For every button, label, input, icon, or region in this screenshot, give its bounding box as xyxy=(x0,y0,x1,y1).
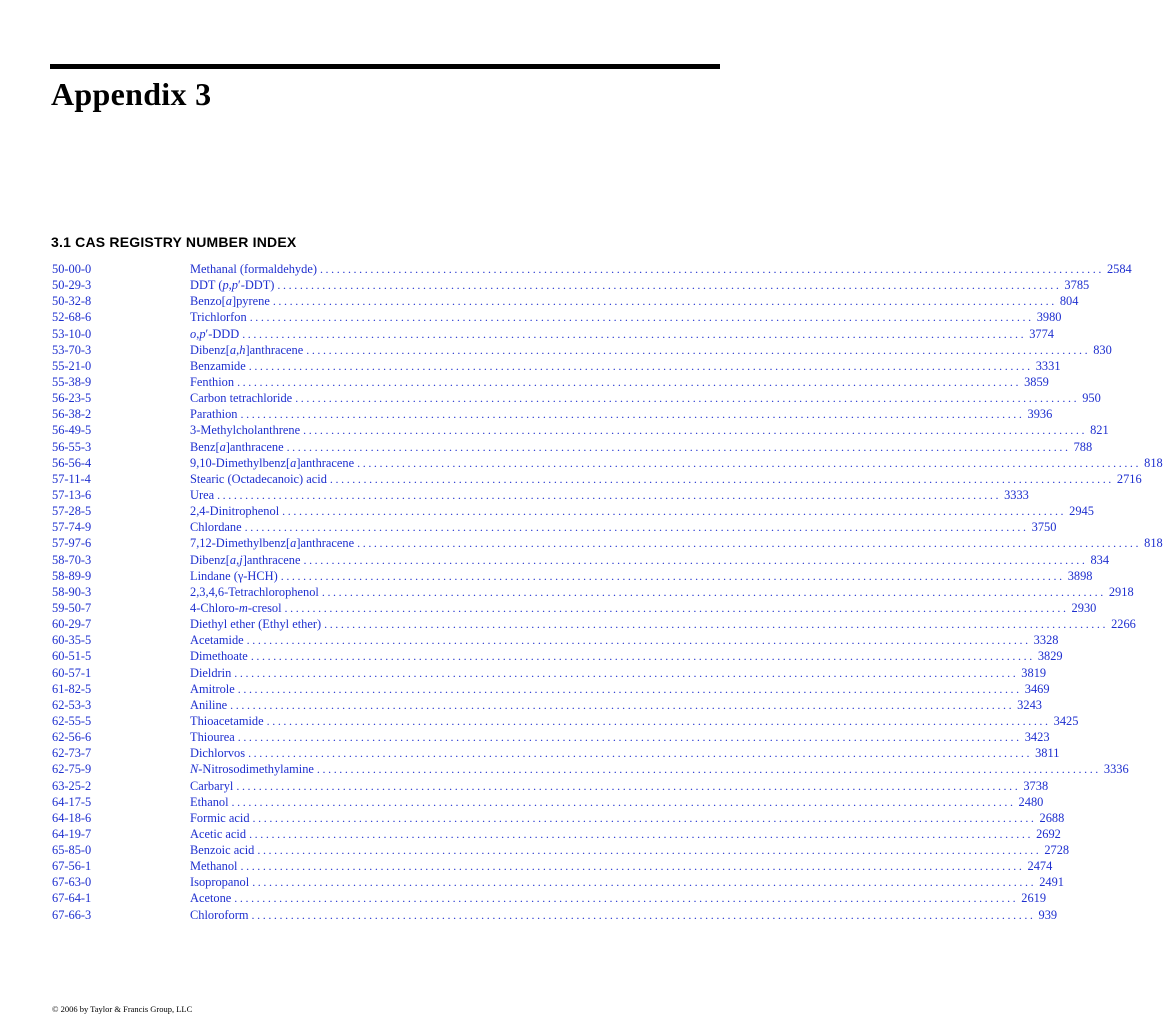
index-entry[interactable] xyxy=(52,761,1129,777)
index-entry[interactable] xyxy=(52,568,1093,584)
cas-number-link[interactable]: 50-32-8 xyxy=(52,294,92,309)
chemical-name-link[interactable]: Isopropanol xyxy=(190,875,250,890)
cas-number-link[interactable]: 62-56-6 xyxy=(52,730,92,745)
chemical-name-link[interactable]: Urea xyxy=(190,487,215,502)
page-number-link[interactable]: 3336 xyxy=(1103,762,1129,777)
page-number-link[interactable]: 830 xyxy=(1093,342,1112,357)
cas-number-link[interactable]: 60-35-5 xyxy=(52,633,92,648)
leader-dots: ............................................................................................................................................ xyxy=(306,342,1091,357)
cas-number-link[interactable]: 58-90-3 xyxy=(52,584,92,599)
page-number-link[interactable]: 821 xyxy=(1090,423,1109,438)
leader-dots: ............................................................................................................................................ xyxy=(282,504,1067,519)
leader-dots: ............................................................................................................................................ xyxy=(231,794,1016,809)
chemical-name-link[interactable]: DDT (p,p′-DDT) xyxy=(190,278,275,293)
leader-dots: ............................................................................................................................................ xyxy=(303,423,1088,438)
index-entry[interactable] xyxy=(52,342,1112,358)
leader-dots: ............................................................................................................................................ xyxy=(242,326,1027,341)
cas-number-link[interactable]: 65-85-0 xyxy=(52,843,92,858)
page-number-link[interactable]: 2480 xyxy=(1018,794,1044,809)
index-entry[interactable] xyxy=(52,713,1079,729)
leader-dots: ............................................................................................................................................ xyxy=(329,471,1114,486)
index-entry[interactable] xyxy=(52,309,1062,325)
page-number-link[interactable]: 3829 xyxy=(1037,649,1063,664)
leader-dots: ............................................................................................................................................ xyxy=(240,407,1025,422)
cas-number-link[interactable]: 55-21-0 xyxy=(52,358,92,373)
cas-number-link[interactable]: 62-53-3 xyxy=(52,697,92,712)
cas-number-link[interactable]: 59-50-7 xyxy=(52,600,92,615)
page-number-link[interactable]: 3750 xyxy=(1031,520,1057,535)
leader-dots: ............................................................................................................................................ xyxy=(251,907,1036,922)
index-entry[interactable] xyxy=(52,358,1061,374)
page-number-link[interactable]: 2619 xyxy=(1021,891,1047,906)
leader-dots: ............................................................................................................................................ xyxy=(319,262,1104,276)
cas-number-link[interactable]: 61-82-5 xyxy=(52,681,92,696)
page-number-link[interactable]: 2930 xyxy=(1071,600,1097,615)
leader-dots: ............................................................................................................................................ xyxy=(321,584,1106,599)
chemical-name-link[interactable]: 4-Chloro-m-cresol xyxy=(190,600,282,615)
leader-dots: ............................................................................................................................................ xyxy=(272,294,1057,309)
chemical-name-link[interactable]: Acetone xyxy=(190,891,232,906)
leader-dots: ............................................................................................................................................ xyxy=(284,600,1069,615)
index-entry[interactable] xyxy=(52,648,1063,664)
chemical-name-link[interactable]: o,p′-DDD xyxy=(190,326,240,341)
page-number-link[interactable]: 818 xyxy=(1144,536,1163,551)
top-rule xyxy=(50,64,720,69)
leader-dots: ............................................................................................................................................ xyxy=(237,374,1022,389)
page-number-link[interactable]: 3936 xyxy=(1027,407,1053,422)
leader-dots: ............................................................................................................................................ xyxy=(316,762,1101,777)
index-entry[interactable] xyxy=(52,745,1060,761)
page-number-link[interactable]: 3811 xyxy=(1035,746,1060,761)
index-entry[interactable] xyxy=(52,810,1065,826)
index-entry[interactable] xyxy=(52,632,1059,648)
index-entry[interactable] xyxy=(52,794,1044,810)
cas-index-list xyxy=(52,261,1163,923)
cas-number-link[interactable]: 52-68-6 xyxy=(52,310,92,325)
chemical-name-link[interactable]: Chlordane xyxy=(190,520,242,535)
index-entry[interactable] xyxy=(52,697,1042,713)
cas-number-link[interactable]: 55-38-9 xyxy=(52,374,92,389)
leader-dots: ............................................................................................................................................ xyxy=(230,697,1015,712)
cas-number-link[interactable]: 56-49-5 xyxy=(52,423,92,438)
cas-number-link[interactable]: 57-97-6 xyxy=(52,536,92,551)
cas-number-link[interactable]: 67-63-0 xyxy=(52,875,92,890)
section-heading: 3.1 CAS REGISTRY NUMBER INDEX xyxy=(51,234,297,250)
page-number-link[interactable]: 2491 xyxy=(1039,875,1064,890)
leader-dots: ............................................................................................................................................ xyxy=(246,633,1031,648)
chemical-name-link[interactable]: Benz[a]anthracene xyxy=(190,439,284,454)
page-number-link[interactable]: 2474 xyxy=(1027,859,1053,874)
page-number-link[interactable]: 2688 xyxy=(1039,810,1065,825)
cas-number-link[interactable]: 62-75-9 xyxy=(52,762,92,777)
chemical-name-link[interactable]: Dibenz[a,h]anthracene xyxy=(190,342,304,357)
index-entry[interactable] xyxy=(52,390,1101,406)
page-number-link[interactable]: 3898 xyxy=(1067,568,1093,583)
chemical-name-link[interactable]: Trichlorfon xyxy=(190,310,247,325)
leader-dots: ............................................................................................................................................ xyxy=(240,859,1025,874)
chemical-name-link[interactable]: Carbon tetrachloride xyxy=(190,391,293,406)
index-entry[interactable] xyxy=(52,293,1079,309)
index-entry[interactable] xyxy=(52,503,1094,519)
cas-number-link[interactable]: 56-55-3 xyxy=(52,439,92,454)
index-entry[interactable] xyxy=(52,519,1057,535)
index-entry[interactable] xyxy=(52,261,1132,277)
index-entry[interactable] xyxy=(52,552,1110,568)
index-entry[interactable] xyxy=(52,471,1142,487)
index-entry[interactable] xyxy=(52,422,1109,438)
page-number-link[interactable]: 3331 xyxy=(1035,358,1061,373)
cas-number-link[interactable]: 57-28-5 xyxy=(52,504,92,519)
chemical-name-link[interactable]: Thioacetamide xyxy=(190,713,264,728)
page-title: Appendix 3 xyxy=(51,76,212,112)
cas-number-link[interactable]: 60-57-1 xyxy=(52,665,92,680)
cas-number-link[interactable]: 57-74-9 xyxy=(52,520,92,535)
cas-number-link[interactable]: 56-38-2 xyxy=(52,407,92,422)
copyright-footer: © 2006 by Taylor & Francis Group, LLC xyxy=(52,1004,193,1014)
page-number-link[interactable]: 3423 xyxy=(1024,730,1050,745)
leader-dots: ............................................................................................................................................ xyxy=(252,810,1037,825)
leader-dots: ............................................................................................................................................ xyxy=(266,713,1051,728)
chemical-name-link[interactable]: Formic acid xyxy=(190,810,250,825)
page-number-link[interactable]: 3469 xyxy=(1024,681,1050,696)
leader-dots: ............................................................................................................................................ xyxy=(257,843,1042,858)
cas-number-link[interactable]: 60-51-5 xyxy=(52,649,92,664)
chemical-name-link[interactable]: Dieldrin xyxy=(190,665,232,680)
page-number-link[interactable]: 2266 xyxy=(1111,617,1136,632)
leader-dots: ............................................................................................................................................ xyxy=(249,310,1034,325)
index-entry[interactable] xyxy=(52,616,1136,632)
chemical-name-link[interactable]: Dimethoate xyxy=(190,649,248,664)
cas-number-link[interactable]: 67-64-1 xyxy=(52,891,92,906)
index-entry[interactable] xyxy=(52,535,1163,551)
page-number-link[interactable]: 2584 xyxy=(1106,262,1132,276)
index-entry[interactable] xyxy=(52,778,1049,794)
cas-number-link[interactable]: 58-89-9 xyxy=(52,568,92,583)
chemical-name-link[interactable]: 7,12-Dimethylbenz[a]anthracene xyxy=(190,536,355,551)
page-number-link[interactable]: 3425 xyxy=(1053,713,1079,728)
page-number-link[interactable]: 939 xyxy=(1038,907,1058,922)
chemical-name-link[interactable]: Ethanol xyxy=(190,794,229,809)
chemical-name-link[interactable]: Benzamide xyxy=(190,358,246,373)
index-entry[interactable] xyxy=(52,681,1050,697)
index-entry[interactable] xyxy=(52,374,1049,390)
leader-dots: ............................................................................................................................................ xyxy=(280,568,1065,583)
index-entry[interactable] xyxy=(52,277,1090,293)
cas-number-link[interactable]: 64-18-6 xyxy=(52,810,92,825)
page-number-link[interactable]: 2918 xyxy=(1108,584,1134,599)
chemical-name-link[interactable]: Acetamide xyxy=(190,633,244,648)
leader-dots: ............................................................................................................................................ xyxy=(248,746,1033,761)
index-entry[interactable] xyxy=(52,858,1053,874)
chemical-name-link[interactable]: 3-Methylcholanthrene xyxy=(190,423,301,438)
chemical-name-link[interactable]: Benzo[a]pyrene xyxy=(190,294,270,309)
page-number-link[interactable]: 3333 xyxy=(1004,487,1029,502)
page-number-link[interactable]: 834 xyxy=(1090,552,1110,567)
leader-dots: ............................................................................................................................................ xyxy=(234,891,1019,906)
page-number-link[interactable]: 3738 xyxy=(1023,778,1049,793)
cas-number-link[interactable]: 64-19-7 xyxy=(52,826,92,841)
chemical-name-link[interactable]: Benzoic acid xyxy=(190,843,255,858)
index-entry[interactable] xyxy=(52,455,1163,471)
chemical-name-link[interactable]: N-Nitrosodimethylamine xyxy=(190,762,314,777)
page-number-link[interactable]: 788 xyxy=(1073,439,1093,454)
chemical-name-link[interactable]: Methanal (formaldehyde) xyxy=(190,262,317,276)
index-entry[interactable] xyxy=(52,406,1053,422)
page-number-link[interactable]: 3785 xyxy=(1064,278,1090,293)
chemical-name-link[interactable]: Carbaryl xyxy=(190,778,234,793)
chemical-name-link[interactable]: 2,4-Dinitrophenol xyxy=(190,504,280,519)
cas-number-link[interactable]: 62-55-5 xyxy=(52,713,92,728)
leader-dots: ............................................................................................................................................ xyxy=(236,778,1021,793)
leader-dots: ............................................................................................................................................ xyxy=(234,665,1019,680)
index-entry[interactable] xyxy=(52,584,1134,600)
index-entry[interactable] xyxy=(52,326,1054,342)
page-number-link[interactable]: 3819 xyxy=(1021,665,1047,680)
chemical-name-link[interactable]: Thiourea xyxy=(190,730,235,745)
chemical-name-link[interactable]: Stearic (Octadecanoic) acid xyxy=(190,471,327,486)
chemical-name-link[interactable]: Methanol xyxy=(190,859,238,874)
chemical-name-link[interactable]: Dichlorvos xyxy=(190,746,246,761)
page-number-link[interactable]: 3328 xyxy=(1033,633,1059,648)
chemical-name-link[interactable]: 9,10-Dimethylbenz[a]anthracene xyxy=(190,455,355,470)
page-number-link[interactable]: 2945 xyxy=(1069,504,1094,519)
index-entry[interactable] xyxy=(52,874,1064,890)
page-number-link[interactable]: 804 xyxy=(1059,294,1079,309)
cas-number-link[interactable]: 56-23-5 xyxy=(52,391,92,406)
chemical-name-link[interactable]: Dibenz[a,j]anthracene xyxy=(190,552,301,567)
index-entry[interactable] xyxy=(52,439,1093,455)
leader-dots: ............................................................................................................................................ xyxy=(244,520,1029,535)
leader-dots: ............................................................................................................................................ xyxy=(286,439,1071,454)
chemical-name-link[interactable]: 2,3,4,6-Tetrachlorophenol xyxy=(190,584,319,599)
chemical-name-link[interactable]: Lindane (γ-HCH) xyxy=(190,568,278,583)
page-number-link[interactable]: 3774 xyxy=(1029,326,1054,341)
leader-dots: ............................................................................................................................................ xyxy=(357,536,1142,551)
index-entry[interactable] xyxy=(52,890,1047,906)
page-number-link[interactable]: 2728 xyxy=(1044,843,1070,858)
chemical-name-link[interactable]: Aniline xyxy=(190,697,228,712)
leader-dots: ............................................................................................................................................ xyxy=(237,730,1022,745)
leader-dots: ............................................................................................................................................ xyxy=(324,617,1109,632)
chemical-name-link[interactable]: Parathion xyxy=(190,407,238,422)
page-number-link[interactable]: 2716 xyxy=(1116,471,1142,486)
page-number-link[interactable]: 3243 xyxy=(1017,697,1042,712)
leader-dots: ............................................................................................................................................ xyxy=(249,826,1034,841)
leader-dots: ............................................................................................................................................ xyxy=(357,455,1142,470)
index-entry[interactable] xyxy=(52,600,1097,616)
cas-number-link[interactable]: 63-25-2 xyxy=(52,778,92,793)
leader-dots: ............................................................................................................................................ xyxy=(295,391,1080,406)
leader-dots: ............................................................................................................................................ xyxy=(252,875,1037,890)
cas-number-link[interactable]: 56-56-4 xyxy=(52,455,92,470)
cas-number-link[interactable]: 67-66-3 xyxy=(52,907,92,922)
cas-number-link[interactable]: 60-29-7 xyxy=(52,617,92,632)
leader-dots: ............................................................................................................................................ xyxy=(250,649,1035,664)
cas-number-link[interactable]: 53-70-3 xyxy=(52,342,92,357)
chemical-name-link[interactable]: Fenthion xyxy=(190,374,235,389)
page-number-link[interactable]: 950 xyxy=(1082,391,1101,406)
page-number-link[interactable]: 818 xyxy=(1144,455,1163,470)
index-entry[interactable] xyxy=(52,842,1070,858)
cas-number-link[interactable]: 64-17-5 xyxy=(52,794,92,809)
index-entry[interactable] xyxy=(52,907,1058,923)
index-entry[interactable] xyxy=(52,665,1047,681)
index-entry[interactable] xyxy=(52,487,1029,503)
page-number-link[interactable]: 3859 xyxy=(1024,374,1049,389)
leader-dots: ............................................................................................................................................ xyxy=(217,487,1002,502)
cas-number-link[interactable]: 50-29-3 xyxy=(52,278,92,293)
leader-dots: ............................................................................................................................................ xyxy=(277,278,1062,293)
cas-number-link[interactable]: 67-56-1 xyxy=(52,859,92,874)
index-entry[interactable] xyxy=(52,729,1050,745)
leader-dots: ............................................................................................................................................ xyxy=(303,552,1088,567)
cas-number-link[interactable]: 57-13-6 xyxy=(52,487,92,502)
cas-number-link[interactable]: 62-73-7 xyxy=(52,746,92,761)
cas-number-link[interactable]: 58-70-3 xyxy=(52,552,92,567)
leader-dots: ............................................................................................................................................ xyxy=(237,681,1022,696)
cas-number-link[interactable]: 53-10-0 xyxy=(52,326,92,341)
chemical-name-link[interactable]: Chloroform xyxy=(190,907,249,922)
index-entry[interactable] xyxy=(52,826,1061,842)
page-number-link[interactable]: 3980 xyxy=(1036,310,1062,325)
chemical-name-link[interactable]: Acetic acid xyxy=(190,826,247,841)
cas-number-link[interactable]: 50-00-0 xyxy=(52,262,92,276)
chemical-name-link[interactable]: Diethyl ether (Ethyl ether) xyxy=(190,617,322,632)
page-number-link[interactable]: 2692 xyxy=(1036,826,1061,841)
cas-number-link[interactable]: 57-11-4 xyxy=(52,471,91,486)
chemical-name-link[interactable]: Amitrole xyxy=(190,681,235,696)
leader-dots: ............................................................................................................................................ xyxy=(248,358,1033,373)
